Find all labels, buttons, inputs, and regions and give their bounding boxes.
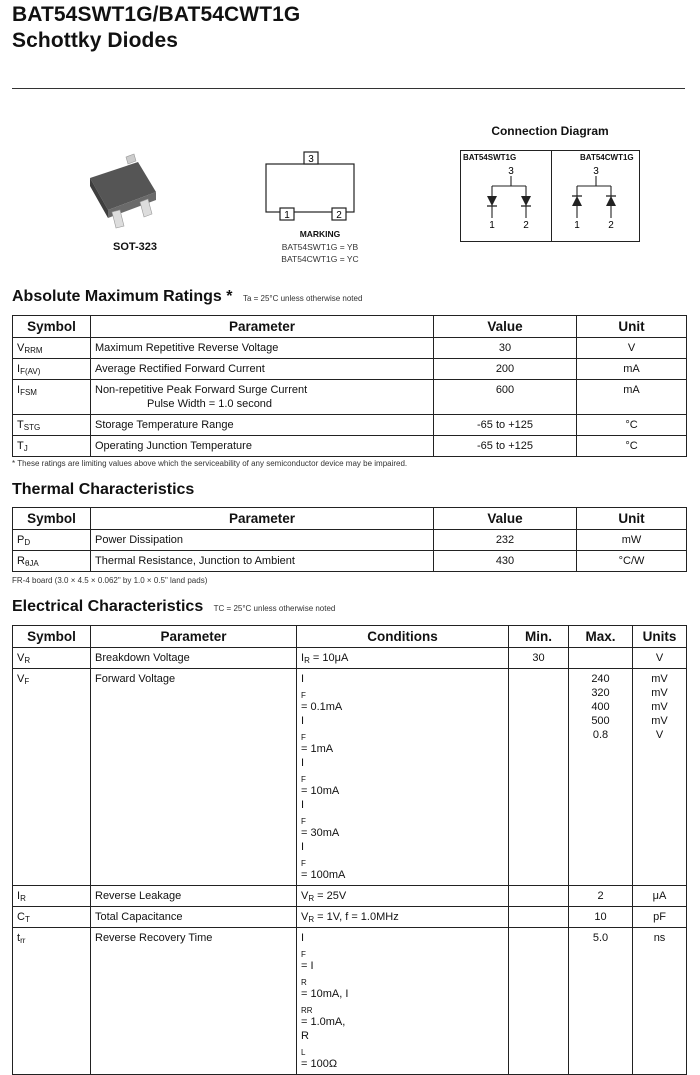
col-parameter: Parameter <box>91 316 434 338</box>
package-name: SOT-323 <box>112 241 158 253</box>
table-header-row <box>13 316 687 338</box>
thermal-heading: Thermal Characteristics <box>12 481 195 498</box>
bat54swt1g-label: BAT54SWT1G <box>463 153 517 162</box>
schematic-c-pin-3: 3 <box>593 166 599 177</box>
max-cell: 2 <box>569 886 633 907</box>
marking-title: MARKING <box>299 229 341 239</box>
table-row <box>13 551 687 572</box>
table-row <box>13 530 687 551</box>
table-row <box>13 907 687 928</box>
col-value: Value <box>434 316 577 338</box>
marking-line-1: BAT54SWT1G = YB <box>281 242 359 252</box>
abs-max-heading <box>12 288 362 306</box>
thermal-footnote: FR-4 board (3.0 × 4.5 × 0.062" by 1.0 × 0.5" land pads) <box>12 576 208 585</box>
symbol-cell: $P_D$ <box>13 530 91 551</box>
conditions-cell: $V_R = 25V$ <box>297 886 509 907</box>
table-row <box>13 359 687 380</box>
conditions-cell: I $_F$ = I $_R$ = 10mA, I $_{RR}$ = 1.0mA, R $_L$ = 100Ω <box>297 928 509 1075</box>
value-cell: -65 to +125 <box>434 436 577 457</box>
pin-3-label: 3 <box>308 154 314 165</box>
min-cell <box>509 928 569 1075</box>
electrical-condition: TC = 25°C unless otherwise noted <box>213 604 336 613</box>
table-row <box>13 669 687 886</box>
col-symbol: Symbol <box>13 626 91 648</box>
parameter-cell: Maximum Repetitive Reverse Voltage <box>91 338 434 359</box>
unit-cell: V <box>633 648 687 669</box>
col-max: Max. <box>569 626 633 648</box>
min-cell <box>509 907 569 928</box>
conditions-cell: $I_R = 10\mu A$ <box>297 648 509 669</box>
col-unit: Unit <box>577 316 687 338</box>
min-cell: 30 <box>509 648 569 669</box>
col-parameter: Parameter <box>91 508 434 530</box>
pin-2-label: 2 <box>336 210 342 221</box>
value-cell: 232 <box>434 530 577 551</box>
col-min: Min. <box>509 626 569 648</box>
pin-1-label: 1 <box>284 210 290 221</box>
col-conditions: Conditions <box>297 626 509 648</box>
abs-max-table <box>12 315 687 457</box>
symbol-cell: $V_{RRM}$ <box>13 338 91 359</box>
unit-cell: mA <box>577 380 687 415</box>
parameter-cell: Non-repetitive Peak Forward Surge Current Pulse Width = 1.0 second <box>91 380 434 415</box>
title-part-numbers: BAT54SWT1G/BAT54CWT1G <box>12 3 301 26</box>
max-cell <box>569 648 633 669</box>
table-row <box>13 648 687 669</box>
schematic-s-pin-1: 1 <box>489 220 495 231</box>
title-device-type: Schottky Diodes <box>12 29 179 52</box>
symbol-cell: $V_F$ <box>13 669 91 886</box>
table-row <box>13 415 687 436</box>
col-unit: Unit <box>577 508 687 530</box>
symbol-cell: $R_{\theta JA}$ <box>13 551 91 572</box>
electrical-table <box>12 625 687 1075</box>
table-row <box>13 928 687 1075</box>
symbol-cell: $C_T$ <box>13 907 91 928</box>
value-cell: 430 <box>434 551 577 572</box>
schematic-s-pin-2: 2 <box>523 220 529 231</box>
value-cell: 600 <box>434 380 577 415</box>
abs-max-title: Absolute Maximum Ratings * <box>12 288 233 305</box>
max-cell: 240 320 400 500 0.8 <box>569 669 633 886</box>
table-header-row <box>13 508 687 530</box>
symbol-cell: $T_{STG}$ <box>13 415 91 436</box>
schematic-c-pin-2: 2 <box>608 220 614 231</box>
bat54cwt1g-label: BAT54CWT1G <box>580 153 634 162</box>
table-row <box>13 338 687 359</box>
min-cell <box>509 669 569 886</box>
parameter-cell: Reverse Leakage <box>91 886 297 907</box>
parameter-cell: Power Dissipation <box>91 530 434 551</box>
parameter-cell: Breakdown Voltage <box>91 648 297 669</box>
unit-cell: μA <box>633 886 687 907</box>
parameter-cell: Forward Voltage <box>91 669 297 886</box>
symbol-cell: $V_R$ <box>13 648 91 669</box>
col-symbol: Symbol <box>13 508 91 530</box>
col-symbol: Symbol <box>13 316 91 338</box>
value-cell: 30 <box>434 338 577 359</box>
table-row <box>13 436 687 457</box>
table-header-row <box>13 626 687 648</box>
unit-cell: °C <box>577 415 687 436</box>
conditions-cell: I $_F$ = 0.1mA I $_F$ = 1mA I $_F$ = 10mA I $_F$ = 30mA I $_F$ = 100mA <box>297 669 509 886</box>
symbol-cell: $t_{rr}$ <box>13 928 91 1075</box>
unit-cell: °C <box>577 436 687 457</box>
parameter-cell: Total Capacitance <box>91 907 297 928</box>
connection-diagram-divider <box>551 150 552 242</box>
symbol-cell: $I_{F(AV)}$ <box>13 359 91 380</box>
parameter-cell: Operating Junction Temperature <box>91 436 434 457</box>
col-parameter: Parameter <box>91 626 297 648</box>
value-cell: -65 to +125 <box>434 415 577 436</box>
common-cathode-schematic <box>555 162 635 232</box>
marking-line-2: BAT54CWT1G = YC <box>281 254 359 264</box>
abs-max-footnote: * These ratings are limiting values above which the serviceability of any semiconductor device may be impaired. <box>12 459 408 468</box>
document-title <box>12 2 300 54</box>
pulse-width-note: Pulse Width = 1.0 second <box>147 398 273 410</box>
table-row <box>13 886 687 907</box>
unit-cell: pF <box>633 907 687 928</box>
value-cell: 200 <box>434 359 577 380</box>
col-value: Value <box>434 508 577 530</box>
unit-cell: mA <box>577 359 687 380</box>
table-row <box>13 380 687 415</box>
max-cell: 5.0 <box>569 928 633 1075</box>
min-cell <box>509 886 569 907</box>
package-illustration <box>78 140 168 230</box>
col-units: Units <box>633 626 687 648</box>
schematic-s-pin-3: 3 <box>508 166 514 177</box>
max-cell: 10 <box>569 907 633 928</box>
parameter-cell: Average Rectified Forward Current <box>91 359 434 380</box>
parameter-cell: Reverse Recovery Time <box>91 928 297 1075</box>
electrical-heading <box>12 598 335 616</box>
thermal-table <box>12 507 687 572</box>
schematic-c-pin-1: 1 <box>574 220 580 231</box>
electrical-title: Electrical Characteristics <box>12 598 204 615</box>
unit-cell: mV mV mV mV V <box>633 669 687 886</box>
abs-max-condition: Ta = 25°C unless otherwise noted <box>242 294 363 303</box>
unit-cell: mW <box>577 530 687 551</box>
series-diode-schematic <box>470 162 542 232</box>
connection-diagram-title: Connection Diagram <box>491 124 609 138</box>
symbol-cell: $T_J$ <box>13 436 91 457</box>
unit-cell: °C/W <box>577 551 687 572</box>
parameter-cell: Storage Temperature Range <box>91 415 434 436</box>
conditions-cell: $V_R = 1V$, f = 1.0MHz <box>297 907 509 928</box>
marking-outline <box>262 150 362 224</box>
parameter-cell: Thermal Resistance, Junction to Ambient <box>91 551 434 572</box>
symbol-cell: $I_{FSM}$ <box>13 380 91 415</box>
symbol-cell: $I_R$ <box>13 886 91 907</box>
header-divider <box>12 88 685 89</box>
unit-cell: V <box>577 338 687 359</box>
unit-cell: ns <box>633 928 687 1075</box>
